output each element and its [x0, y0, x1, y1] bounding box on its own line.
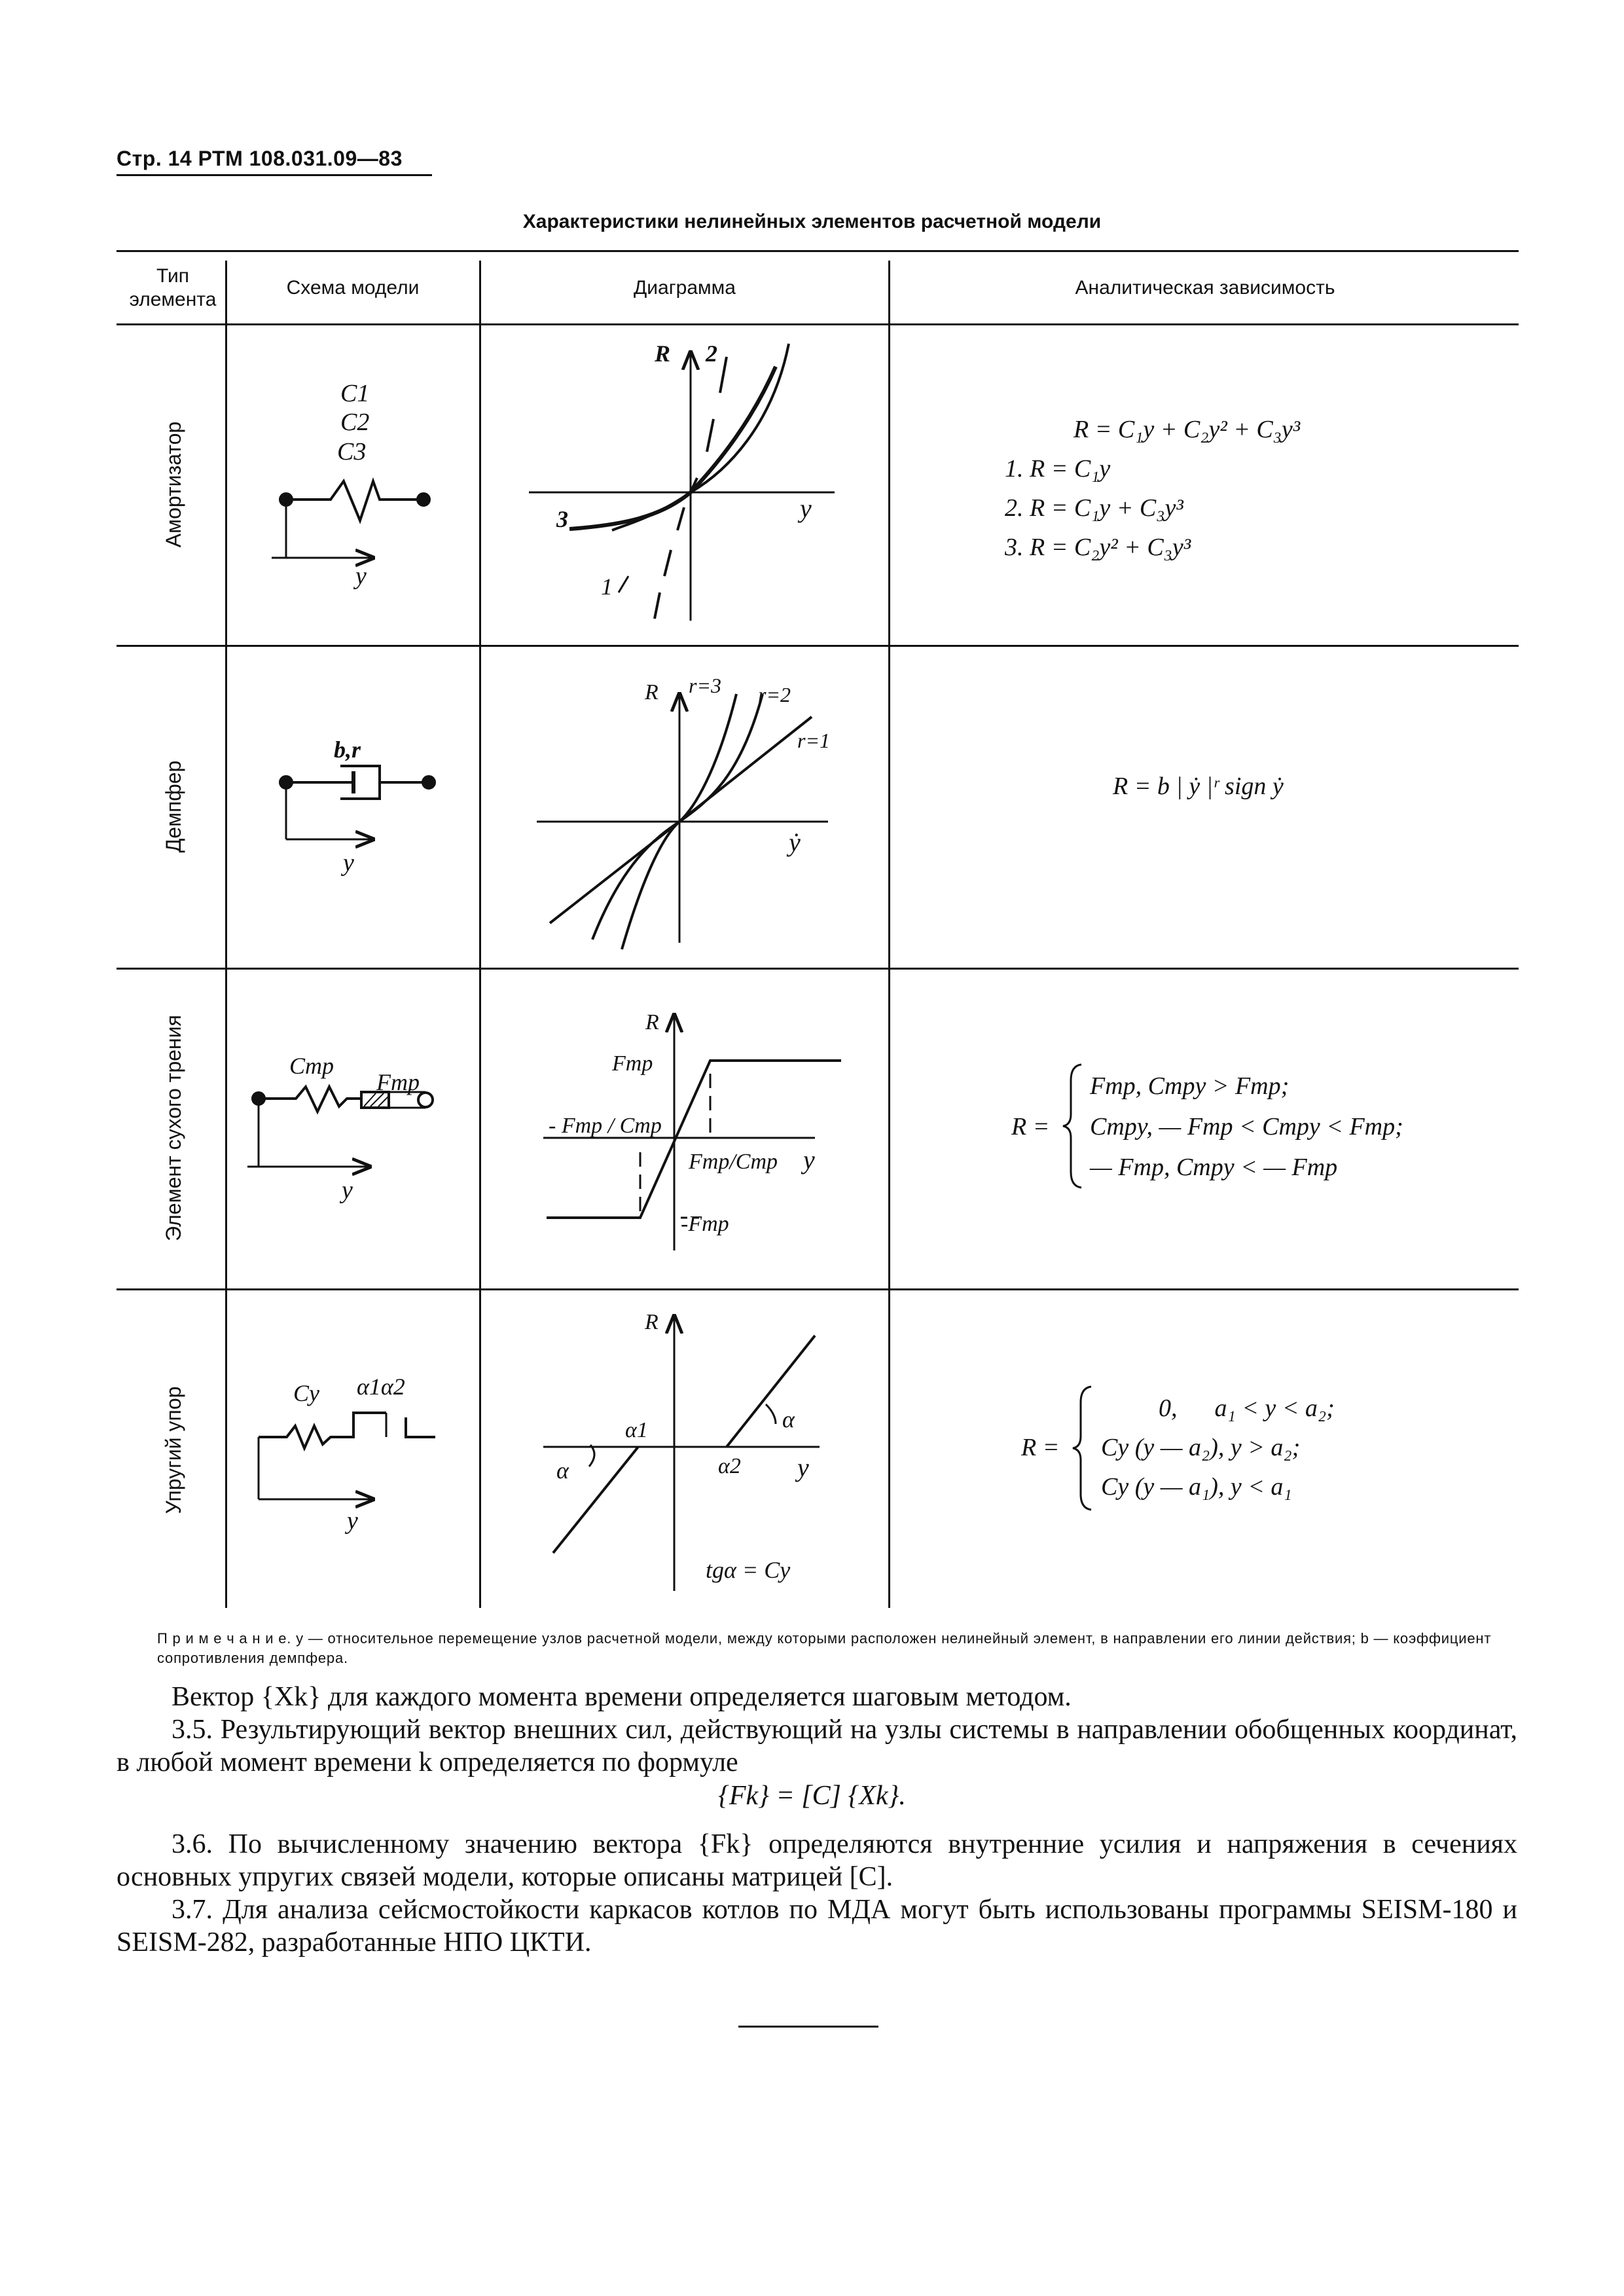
diagram-label-neg-fmp: -Fmp: [681, 1212, 729, 1236]
column-header-formula: Аналитическая зависимость: [1075, 277, 1335, 299]
elastic-stop-scheme: [259, 1413, 435, 1499]
paragraph: 3.5. Результирующий вектор внешних сил, действующий на узлы системы в направлении обобщенных координат, в любой момент времени k определяется по формуле: [117, 1715, 1517, 1777]
equation: {Fk} = [C] {Xk}.: [718, 1781, 906, 1811]
diagram-label-r2: r=2: [758, 683, 791, 706]
left-brace-icon: [1060, 1061, 1087, 1192]
scheme-label-c2: C2: [340, 409, 370, 436]
curve-1: [612, 344, 789, 530]
paragraph: Вектор {Xk} для каждого момента времени определяется шаговым методом.: [171, 1682, 1072, 1712]
column-header-scheme: Схема модели: [286, 277, 420, 299]
formula-main: R = C₁y + C₂y² + C₃y³: [1074, 416, 1301, 443]
stop-case-2: Cy (y — a₂), y > a₂;: [1101, 1434, 1301, 1461]
diagram-label-r3: r=3: [689, 674, 722, 697]
scheme-label-y: y: [355, 562, 367, 590]
node-ring: [418, 1093, 433, 1107]
diagram-label-alpha: α: [556, 1457, 569, 1484]
friction-case-3: — Fтр, Cтрy < — Fтр: [1090, 1154, 1338, 1181]
friction-characteristic: [547, 1061, 841, 1218]
row-label-elastic-stop: Упругий упор: [162, 1386, 185, 1514]
formula-case-3: 3. R = C₂y² + C₃y³: [1005, 534, 1191, 561]
shock-absorber-diagram: [529, 344, 835, 621]
diagram-label-1: 1: [601, 574, 613, 600]
diagram-label-ydot: ẏ: [789, 828, 801, 857]
diagram-label-a1: α1: [625, 1418, 648, 1442]
diagram-label-tga: tgα = Cy: [706, 1557, 791, 1583]
friction-formula-lead: R =: [1011, 1113, 1050, 1140]
scheme-label-y: y: [343, 849, 354, 877]
row-label-damper: Демпфер: [162, 760, 185, 853]
stop-formula-lead: R =: [1021, 1434, 1060, 1461]
scheme-label-cmp: Cmp: [289, 1053, 334, 1079]
scheme-label-c1: C1: [340, 380, 370, 407]
diagram-label-y: y: [803, 1145, 815, 1175]
scheme-label-br: b,r: [334, 737, 361, 763]
paragraph: 3.7. Для анализа сейсмостойкости каркасов котлов по МДА могут быть использованы программы SEISM-180 и SEISM-282, разработанные НПО ЦКТИ.: [117, 1895, 1517, 1958]
diagram-label-alpha: α: [782, 1406, 795, 1432]
left-brace-icon: [1070, 1383, 1096, 1514]
diagram-label-r: R: [645, 1310, 659, 1334]
formula-case-2: 2. R = C₁y + C₃y³: [1005, 494, 1183, 522]
scheme-label-y: y: [342, 1176, 353, 1204]
angle-arc: [766, 1404, 776, 1424]
formula-case-1: 1. R = C₁y: [1005, 455, 1111, 483]
diagram-label-fmp: Fmp: [612, 1051, 653, 1076]
damper-scheme: [280, 766, 435, 839]
row-label-dry-friction: Элемент сухого трения: [162, 1015, 185, 1241]
table-note: П р и м е ч а н и е. y — относительное перемещение узлов расчетной модели, между которыми расположен нелинейный элемент, в направлении его линии действия; b — коэффициент сопротивления демпфера.: [157, 1630, 1492, 1666]
diagram-label-r1: r=1: [797, 729, 831, 752]
paragraph: 3.6. По вычисленному значению вектора {Fk} определяются внутренние усилия и напряжения в сечениях основных упругих связей модели, которые описаны матрицей [C].: [117, 1829, 1517, 1892]
column-header-diagram: Диаграмма: [633, 277, 736, 299]
dry-friction-scheme: [247, 1087, 433, 1167]
scheme-label-y: y: [347, 1507, 358, 1535]
diagram-label-neg-fmp-cmp: - Fmp / Cmp: [549, 1114, 662, 1138]
elastic-stop-diagram: [543, 1316, 820, 1591]
end-rule: [738, 2026, 878, 2028]
diagram-label-fmp-cmp: Fmp/Cmp: [689, 1150, 778, 1174]
damper-diagram: [537, 694, 831, 949]
page-header: Стр. 14 РТМ 108.031.09—83: [117, 147, 403, 170]
angle-arc: [589, 1445, 594, 1467]
diagram-label-2: 2: [706, 340, 717, 367]
column-header-type: Тип элемента: [129, 265, 217, 310]
scheme-label-fmp: Fmp: [376, 1069, 420, 1095]
diagram-label-a2: α2: [718, 1454, 741, 1478]
diagram-label-r: R: [645, 680, 659, 704]
damper-formula: R = b | ẏ |ʳ sign ẏ: [1113, 773, 1284, 800]
row-label-shock-absorber: Амортизатор: [162, 421, 185, 548]
table-caption: Характеристики нелинейных элементов расчетной модели: [522, 211, 1102, 232]
curve-r2: [592, 694, 763, 939]
diagram-label-y: y: [797, 1453, 809, 1482]
scheme-label-a1a2: α1α2: [357, 1374, 405, 1400]
stop-case-1: 0, a₁ < y < a₂;: [1159, 1394, 1335, 1422]
spring-symbol: [286, 481, 424, 520]
friction-case-1: Fтр, Cтрy > Fтр;: [1090, 1072, 1290, 1100]
diagram-label-r: R: [655, 340, 671, 367]
diagram-label-3: 3: [556, 506, 568, 532]
scheme-label-cy: Cy: [293, 1380, 319, 1406]
diagram-label-r: R: [645, 1010, 659, 1034]
spring-scheme: [272, 481, 429, 558]
stop-case-3: Cy (y — a₁), y < a₁: [1101, 1473, 1292, 1501]
friction-case-2: Cтрy, — Fтр < Cтрy < Fтр;: [1090, 1113, 1403, 1140]
diagram-label-y: y: [800, 494, 812, 523]
scheme-label-c3: C3: [337, 438, 367, 465]
branch-right: [727, 1336, 815, 1447]
